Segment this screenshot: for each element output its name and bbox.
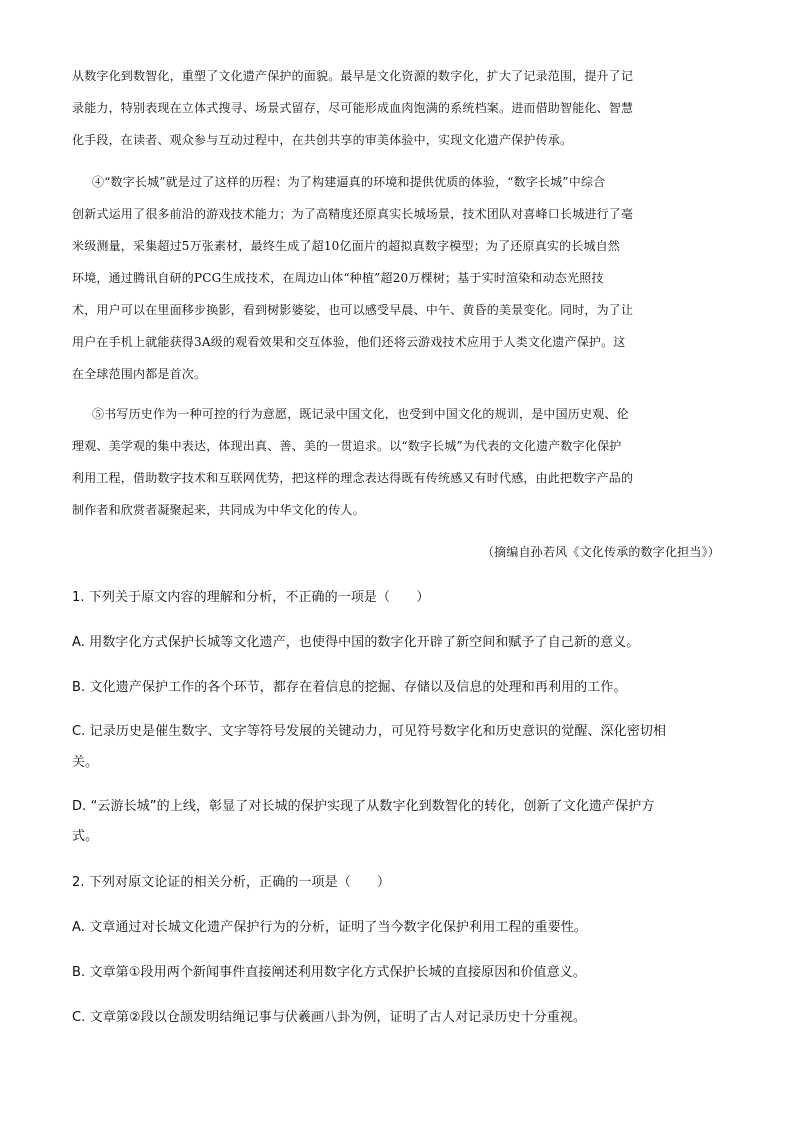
passage-line: 术，用户可以在里面移步换影，看到树影婆娑，也可以感受早晨、中午、黄昏的美景变化。同时，为了让 — [72, 303, 634, 317]
answer-option-b: B. 文化遗产保护工作的各个环节，都存在着信息的挖掘、存储以及信息的处理和再利用的工作。 — [72, 680, 627, 695]
passage-line: 理观、美学观的集中表达，体现出真、善、美的一贯追求。以“数字长城”为代表的文化遗产数字化保护 — [72, 439, 622, 453]
passage-line: 用户在手机上就能获得3A级的观看效果和交互体验，他们还将云游戏技术应用于人类文化遗产保护。这 — [72, 335, 626, 349]
answer-option-c: C. 记录历史是催生数字、文字等符号发展的关键动力，可见符号数字化和历史意识的觉醒、深化密切相 — [72, 724, 667, 739]
passage-line: 创新式运用了很多前沿的游戏技术能力；为了高精度还原真实长城场景，技术团队对喜峰口长城进行了毫 — [72, 207, 634, 221]
passage-line: 在全球范围内都是首次。 — [72, 367, 207, 381]
source-citation: （摘编自孙若风《文化传承的数字化担当》） — [481, 545, 720, 559]
answer-option-c-continued: 关。 — [72, 755, 99, 770]
question-stem: 2. 下列对原文论证的相关分析，正确的一项是（ ） — [72, 875, 391, 890]
answer-option-c: C. 文章第②段以仓颉发明结绳记事与伏羲画八卦为例，证明了古人对记录历史十分重视。 — [72, 1010, 587, 1025]
passage-line: ⑤书写历史作为一种可控的行为意愿，既记录中国文化，也受到中国文化的规训，是中国历史观、伦 — [92, 407, 629, 421]
passage-line: 制作者和欣赏者凝聚起来，共同成为中华文化的传人。 — [72, 503, 365, 517]
passage-line: 环境，通过腾讯自研的PCG生成技术，在周边山体“种植”超20万棵树；基于实时渲染和动态光照技 — [72, 271, 604, 285]
passage-line: 录能力，特别表现在立体式搜寻、场景式留存，尽可能形成血肉饱满的系统档案。进而借助智能化、智慧 — [72, 101, 634, 115]
answer-option-a: A. 文章通过对长城文化遗产保护行为的分析，证明了当今数字化保护利用工程的重要性。 — [72, 920, 588, 935]
passage-line: 化手段，在读者、观众参与互动过程中，在共创共享的审美体验中，实现文化遗产保护传承。 — [72, 133, 573, 147]
question-stem: 1. 下列关于原文内容的理解和分析，不正确的一项是（ ） — [72, 590, 430, 605]
passage-line: 从数字化到数智化，重塑了文化遗产保护的面貌。最早是文化资源的数字化，扩大了记录范围，提升了记 — [72, 69, 634, 83]
passage-line: 利用工程，借助数字技术和互联网优势，把这样的理念表达得既有传统感又有时代感，由此把数字产品的 — [72, 471, 634, 485]
answer-option-a: A. 用数字化方式保护长城等文化遗产，也使得中国的数字化开辟了新空间和赋予了自己新的意义。 — [72, 635, 640, 650]
passage-line: ④“数字长城”就是过了这样的历程：为了构建逼真的环境和提供优质的体验，“数字长城”中综合 — [92, 175, 606, 189]
answer-option-d: D. “云游长城”的上线，彰显了对长城的保护实现了从数字化到数智化的转化，创新了文化遗产保护方 — [72, 799, 655, 814]
answer-option-b: B. 文章第①段用两个新闻事件直接阐述利用数字化方式保护长城的直接原因和价值意义。 — [72, 965, 586, 980]
passage-line: 米级测量，采集超过5万张素材，最终生成了超10亿面片的超拟真数字模型；为了还原真实的长城自然 — [72, 239, 621, 253]
answer-option-d-continued: 式。 — [72, 829, 99, 844]
